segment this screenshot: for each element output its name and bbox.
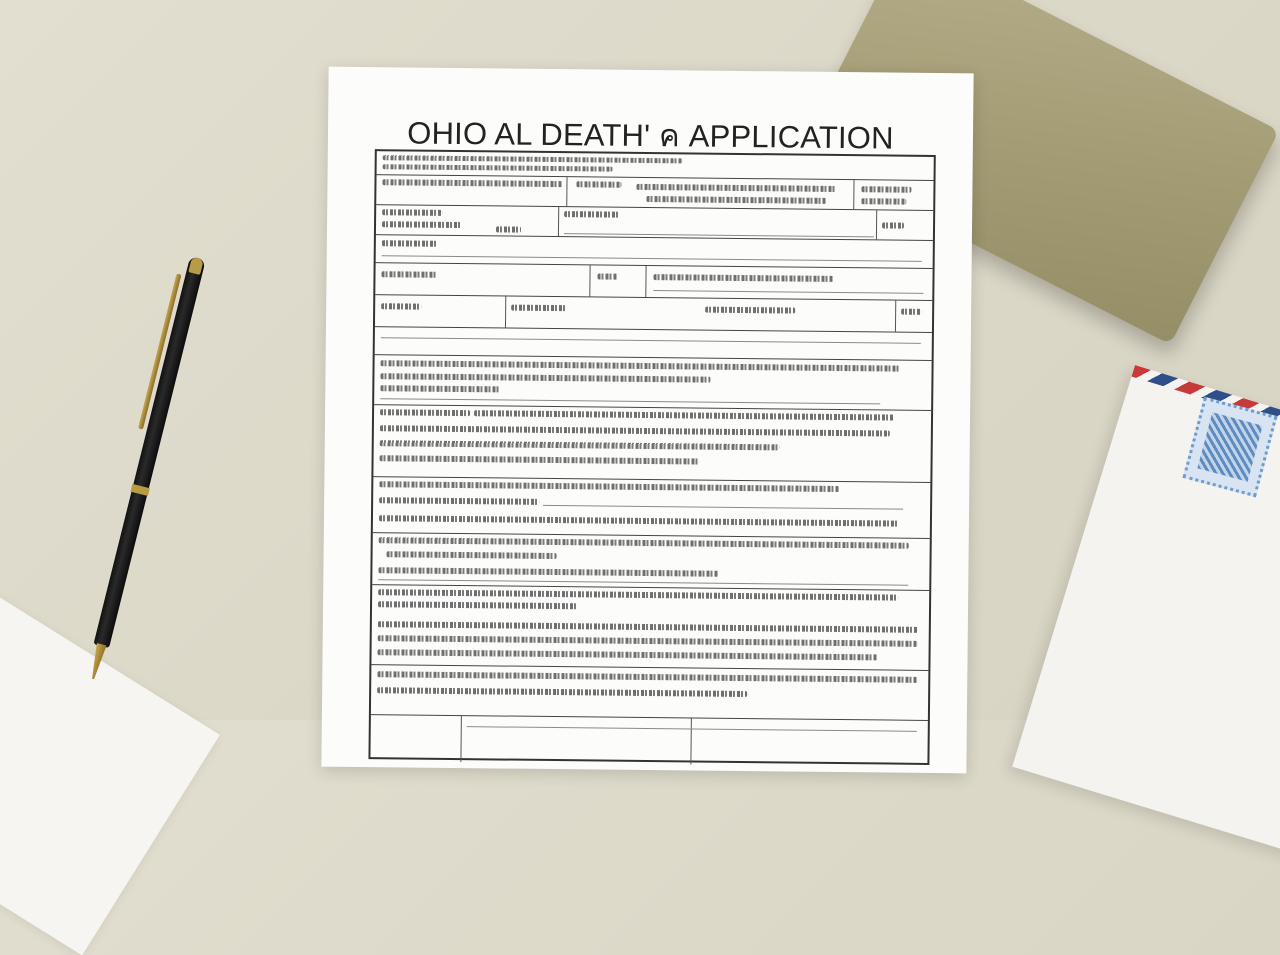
form-row	[371, 585, 929, 671]
form-table	[368, 149, 935, 765]
form-row	[370, 715, 927, 767]
form-row	[371, 665, 928, 721]
form-row	[374, 355, 931, 411]
application-form	[321, 67, 973, 774]
pen-body	[93, 256, 205, 648]
form-row	[372, 533, 930, 591]
form-title: OHIO AL DEATH' ค APPLICATION	[407, 115, 894, 156]
form-row	[373, 477, 931, 539]
form-row	[373, 405, 931, 483]
fountain-pen-icon	[84, 256, 206, 687]
